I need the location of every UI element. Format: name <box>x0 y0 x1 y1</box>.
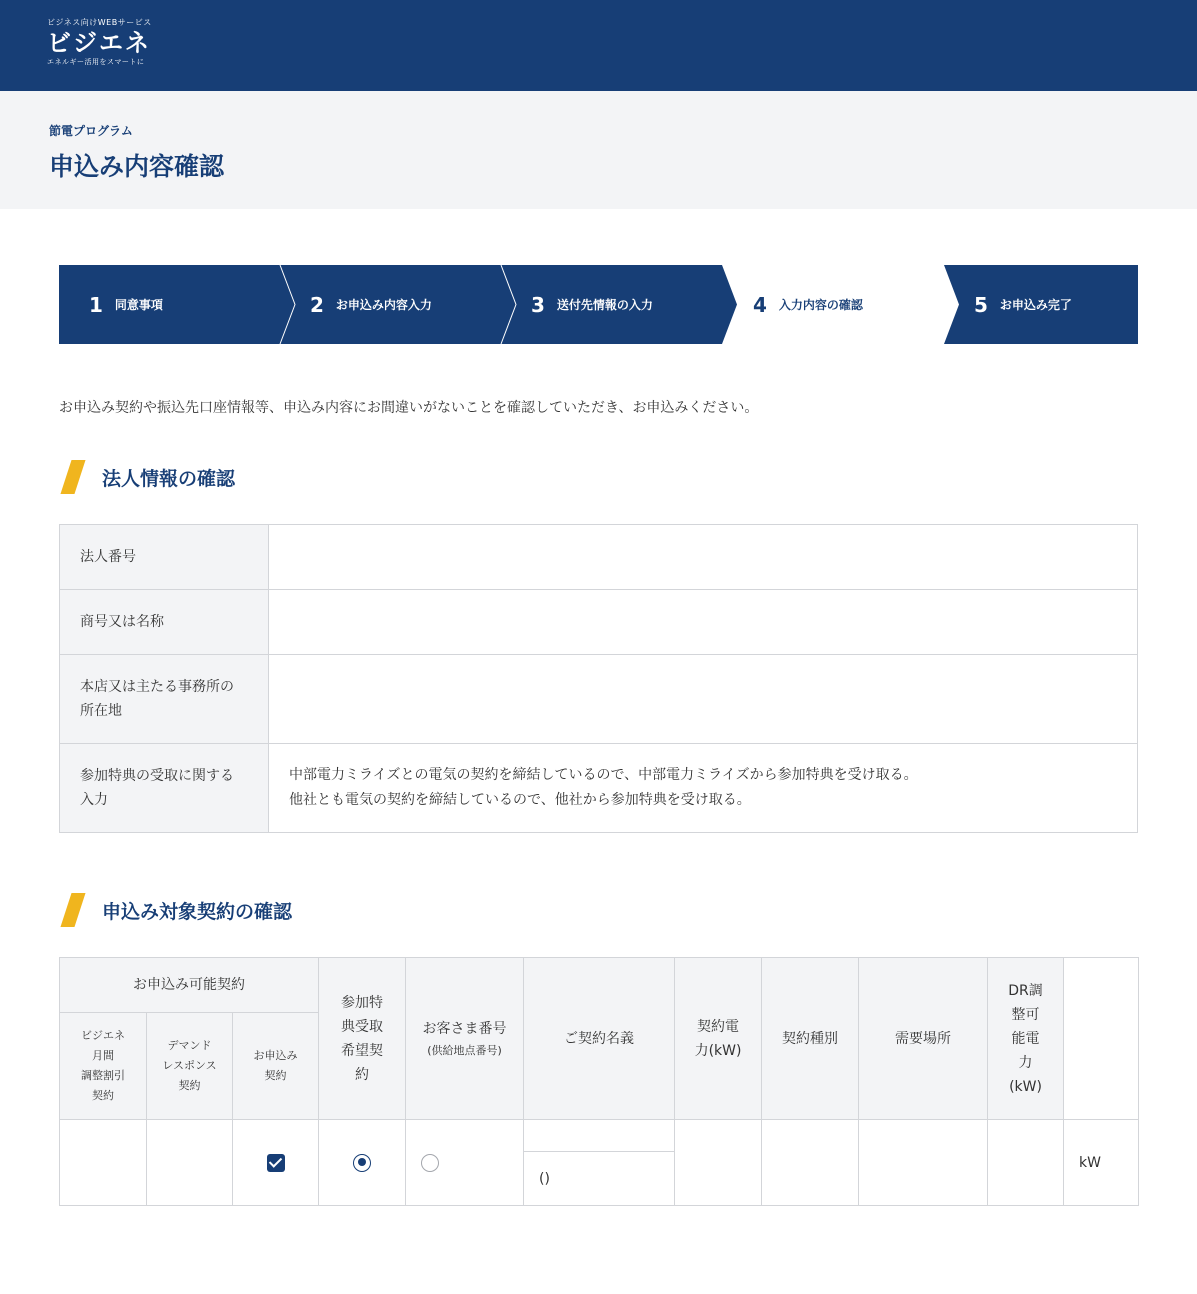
corp-number-label: 法人番号 <box>60 525 269 590</box>
contract-type-cell <box>762 1120 859 1206</box>
benefit-wish-header <box>319 958 406 1120</box>
corp-section-heading <box>62 460 235 494</box>
step-1-number: 1 <box>89 292 103 317</box>
contract-name-top-cell <box>524 1120 675 1152</box>
table-row <box>60 1120 1139 1152</box>
program-label: 節電プログラム <box>49 124 133 138</box>
benefit-radio-unselected[interactable] <box>421 1154 439 1172</box>
intro-text: お申込み契約や振込先口座情報等、申込み内容にお間違いがないことを確認していただき、お申込みください。 <box>59 400 759 416</box>
benefit-radio-selected[interactable] <box>353 1154 371 1172</box>
step-3-number: 3 <box>531 292 545 317</box>
corp-address-label <box>60 655 269 744</box>
benefit-wish-header-line4: 約 <box>355 1066 370 1083</box>
dr-power-cell <box>988 1120 1064 1206</box>
logo-tagline: ビジネス向けWEBサービス <box>47 18 152 27</box>
heading-accent-bar <box>60 460 85 494</box>
step-2-number: 2 <box>310 292 324 317</box>
bizene-logo[interactable] <box>47 18 152 67</box>
apply-header-line1: お申込み <box>253 1049 298 1062</box>
bizene-discount-cell <box>60 1120 147 1206</box>
benefit-wish-header-line1: 参加特 <box>341 994 384 1011</box>
step-1 <box>89 265 163 344</box>
benefit-option-chubu: 中部電力ミライズとの電気の契約を締結しているので、中部電力ミライズから参加特典を受け取る。 <box>289 767 918 783</box>
benefit-option-other: 他社とも電気の契約を締結しているので、他社から参加特典を受け取る。 <box>289 792 751 808</box>
contract-section-heading <box>62 893 292 927</box>
customer-number-header <box>406 958 524 1120</box>
customer-number-header-main: お客さま番号 <box>422 1020 507 1037</box>
benefit-input-label-line2: 入力 <box>80 792 108 808</box>
table-header-row <box>60 958 1139 1013</box>
apply-checkbox[interactable] <box>267 1154 285 1172</box>
contract-power-header-line1: 契約電 <box>697 1018 740 1035</box>
step-4-current <box>753 265 863 344</box>
step-2 <box>310 265 432 344</box>
contract-table <box>59 957 1139 1206</box>
demand-response-header <box>147 1013 233 1120</box>
step-5 <box>974 265 1072 344</box>
benefit-wish-header-line3: 希望契 <box>341 1042 384 1059</box>
dr-power-header-line4: 力 <box>1018 1054 1033 1071</box>
corp-name-label: 商号又は名称 <box>60 590 269 655</box>
logo-subline: エネルギー活用をスマートに <box>47 58 145 66</box>
step-1-label: 同意事項 <box>114 298 163 312</box>
bizene-header-line3: 調整割引 <box>81 1069 125 1082</box>
corp-info-table <box>59 524 1138 833</box>
step-2-label: お申込み内容入力 <box>335 298 432 312</box>
corp-name-value <box>269 590 1138 655</box>
step-4-label: 入力内容の確認 <box>778 298 863 312</box>
dr-power-header-line5: (kW) <box>1009 1078 1042 1095</box>
step-3-label: 送付先情報の入力 <box>556 298 653 312</box>
contract-power-header-line2: 力(kW) <box>694 1042 742 1059</box>
logo-text: ビジエネ <box>47 29 151 57</box>
heading-accent-bar <box>60 893 85 927</box>
step-4-number: 4 <box>753 292 767 317</box>
contract-name-bottom-cell: () <box>524 1152 675 1206</box>
dr-power-header <box>988 958 1064 1120</box>
demand-response-cell <box>147 1120 233 1206</box>
demand-header-line2: レスポンス <box>162 1059 217 1072</box>
customer-number-cell <box>406 1120 524 1206</box>
benefit-wish-cell <box>319 1120 406 1206</box>
bizene-header-line4: 契約 <box>92 1089 114 1102</box>
dr-power-header-line3: 能電 <box>1011 1030 1040 1047</box>
apply-contract-cell <box>233 1120 319 1206</box>
site-header <box>0 0 1197 91</box>
apply-contract-header <box>233 1013 319 1120</box>
benefit-input-label-line1: 参加特典の受取に関する <box>80 768 234 784</box>
table-row <box>60 525 1138 590</box>
corp-address-label-line2: 所在地 <box>80 703 122 719</box>
page-title: 申込み内容確認 <box>49 152 225 181</box>
contract-name-header: ご契約名義 <box>524 958 675 1120</box>
contract-power-header <box>675 958 762 1120</box>
demand-place-cell <box>859 1120 988 1206</box>
bizene-discount-header <box>60 1013 147 1120</box>
contract-section-title: 申込み対象契約の確認 <box>102 900 293 923</box>
step-3 <box>531 265 653 344</box>
available-contracts-header: お申込み可能契約 <box>60 958 319 1013</box>
customer-number-header-sub: (供給地点番号) <box>427 1043 502 1057</box>
corp-address-value <box>269 655 1138 744</box>
contract-power-cell <box>675 1120 762 1206</box>
table-row <box>60 655 1138 744</box>
demand-header-line3: 契約 <box>178 1079 201 1092</box>
contract-type-header: 契約種別 <box>762 958 859 1120</box>
table-row <box>60 590 1138 655</box>
corp-section-title: 法人情報の確認 <box>102 467 236 490</box>
corp-number-value <box>269 525 1138 590</box>
dr-power-header-line1: DR調 <box>1008 982 1043 999</box>
dr-unit-cell: kW <box>1064 1120 1139 1206</box>
apply-header-line2: 契約 <box>264 1069 287 1082</box>
step-indicator <box>59 265 1138 344</box>
demand-header-line1: デマンド <box>167 1039 212 1052</box>
table-row <box>60 744 1138 833</box>
bizene-header-line2: 月間 <box>92 1049 114 1062</box>
title-band <box>0 91 1197 209</box>
blank-header-cell <box>1064 958 1139 1120</box>
benefit-input-label <box>60 744 269 833</box>
benefit-input-value <box>269 744 1138 833</box>
corp-address-label-line1: 本店又は主たる事務所の <box>80 679 234 695</box>
step-5-label: お申込み完了 <box>999 298 1072 312</box>
bizene-header-line1: ビジエネ <box>81 1029 125 1042</box>
demand-place-header: 需要場所 <box>859 958 988 1120</box>
benefit-wish-header-line2: 典受取 <box>341 1018 384 1035</box>
step-5-number: 5 <box>974 292 988 317</box>
dr-power-header-line2: 整可 <box>1011 1006 1040 1023</box>
